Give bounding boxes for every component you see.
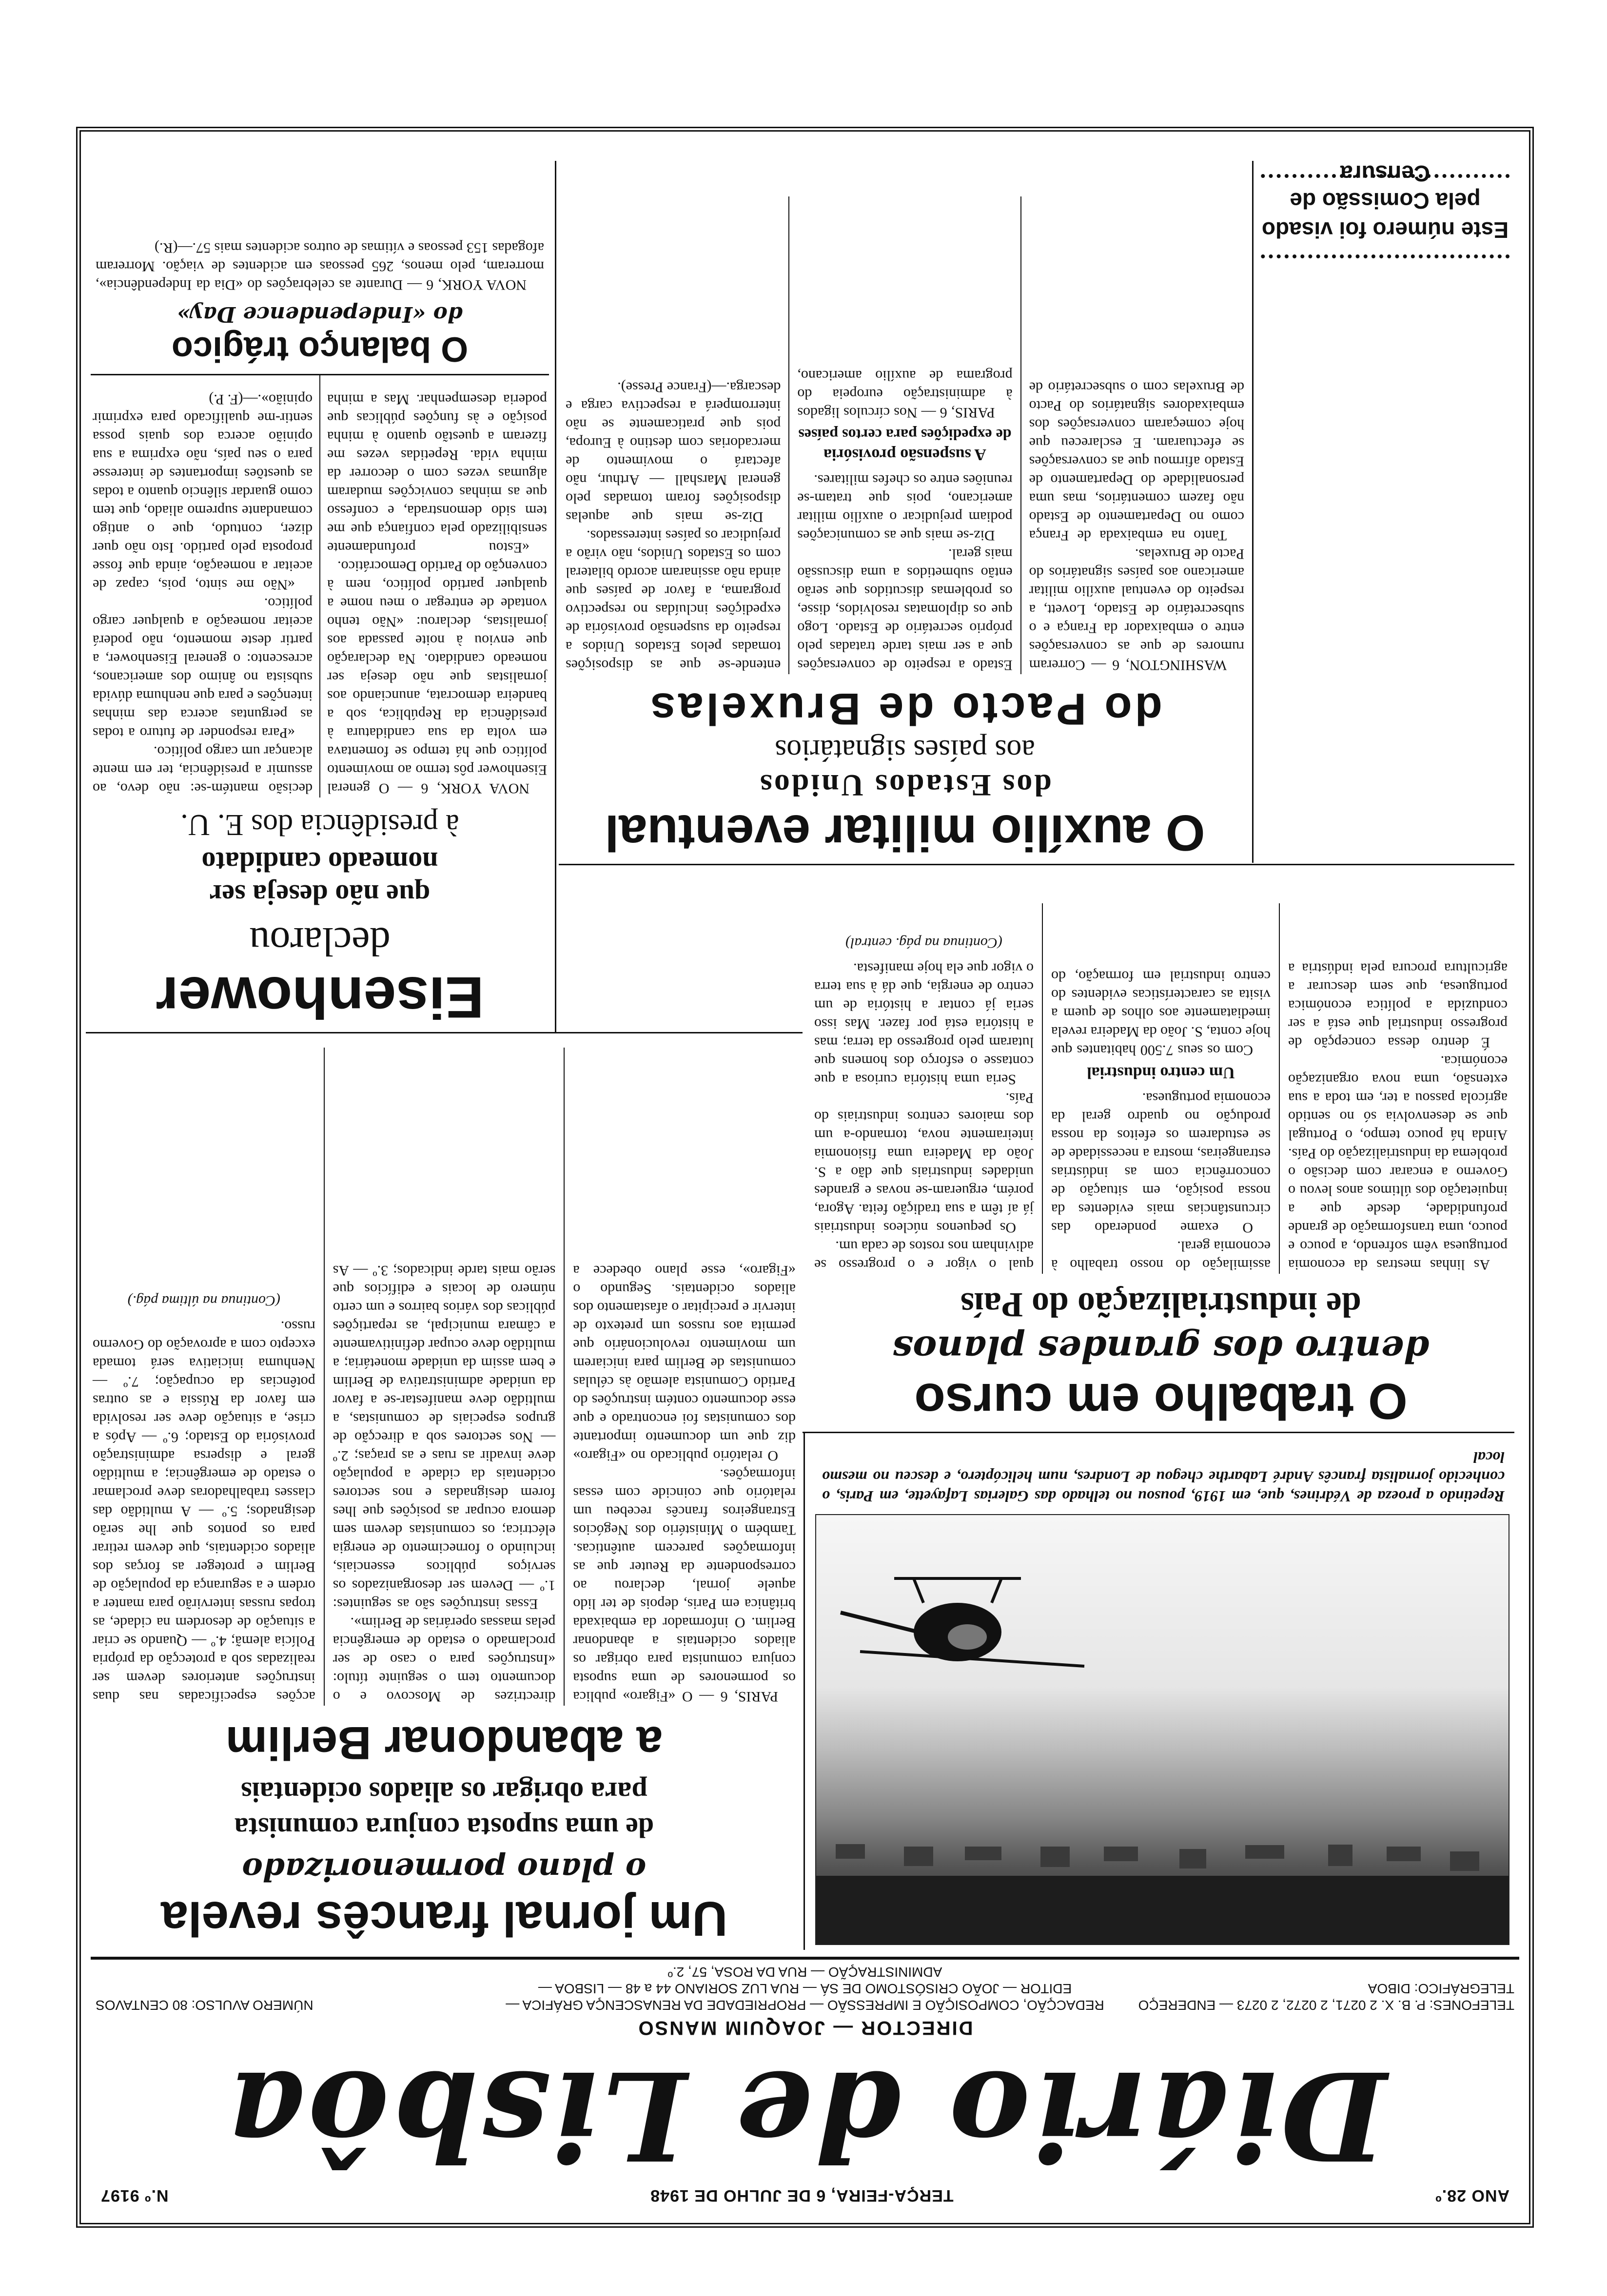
berlim-headline: Um jornal francês revela — [161, 1891, 727, 1946]
industria-deck: de industrialização do País — [960, 1285, 1362, 1324]
contact-info: TELEFONES: P. B. X. 2 0271, 2 0272, 2 0273 — ENDEREÇO TELEGRÁFICO: DIBOA — [1138, 1981, 1514, 2013]
director-line: DIRECTOR — JOAQUIM MANSO — [637, 2017, 973, 2039]
industria-continued: (Continua na pág. central) — [845, 934, 1002, 951]
masthead-info — [96, 1965, 1514, 2013]
eisenhower-deck-3: à presidência dos E. U. — [180, 808, 459, 842]
eisenhower-paragraph: «Para responder de futuro a todas as perguntas acerca das minhas intenções e para que nenhuma dúvida subsista no ânimo dos americanos, acrescento: o general Eisenhower, a partir deste momento, não poderá aceitar nomeação a qualquer cargo político. — [93, 595, 313, 741]
helicopter-icon — [816, 1515, 1509, 1944]
masthead — [81, 1943, 1529, 2223]
eisenhower-paragraph: «Não me sinto, pois, capaz de aceitar a nomeação, ainda que fosse proposta pelo partido. Isto não quer dizer, contudo, que o antigo comandante supremo aliado, que tem como guardar silêncio quanto a todas as questões importantes de interesse para o seu país, não exprima a sua opinião acerca dos quais possa sentir-me qualificado para exprimir opinião».—(F. P.) — [93, 391, 313, 593]
column-divider — [555, 161, 556, 1033]
pacto-paragraph: PARIS, 6 — Nos círculos ligados à administração europeia do programa de auxílio americano, entende-se que as disposições tomadas pelos Estados Unidos a respeito da suspensão provisória de expedições incluídas no respectivo programa, a favor de países que ainda não assinaram acordo bilateral com os Estados Unidos, não virão a prejudicar os países interessados. — [566, 368, 1013, 674]
pacto-headline: O auxílio militar eventual — [605, 804, 1205, 861]
industria-continuation — [1261, 283, 1509, 858]
pacto-paragraph: WASHINGTON, 6 — Correram rumores de que as conversações entre o embaixador da França e o subsecretário de Estado, Lovett, a respeito do eventual auxílio militar americano aos países signatários do Pacto de Bruxelas. — [1029, 546, 1244, 674]
pacto-paragraph: Tanto na embaixada de França como no Departamento de Estado não fazem comentários, mas uma personalidade do Departamento de Estado afirmou que as conversações se efectuaram. E esclareceu que hoje começaram conversações dos embaixadores signatários do Pacto de Bruxelas com o subsecretário de Estado a respeito de conversações que a ser mais tarde tratadas pelo próprio secretário de Estado. Logo que os diplomatas resolvidos, disse, os problemas discutidos que serão então submetidos a uma discussão mais geral. — [797, 379, 1244, 674]
industria-body — [814, 903, 1508, 1274]
pacto-paragraph: Diz-se mais que as comunicações podiam prejudicar o auxílio militar americano, pois que tratam-se reuniões entre os chefes militares. — [797, 472, 1013, 544]
industria-paragraph: As linhas mestras da economia portuguesa vêm sofrendo, a pouco e pouco, uma transformação de grande profundidade, desde que a inquietação dos últimos anos levou o Governo a encarar com decisão o problema da industrialização do País. Ainda há pouco tempo, o Portugal que se desenvolvia só no sentido agrícola passou a ter, em toda a sua extensão, uma nova organização económica. — [1288, 1052, 1508, 1273]
article-industria — [807, 868, 1514, 1433]
berlim-deck-3: a abandonar Berlim — [225, 1717, 663, 1769]
date-label: TERÇA-FEIRA, 6 DE JULHO DE 1948 — [650, 2186, 954, 2205]
eisenhower-headline: Eisenhower — [156, 965, 484, 1030]
page-frame — [76, 127, 1534, 2228]
column-divider — [1252, 161, 1254, 863]
pacto-deck-2: aos países signatários — [775, 733, 1035, 767]
article-pacto — [559, 161, 1251, 863]
industria-paragraph: Os pequenos núcleos industriais já aí têm a sua tradição feita. Agora, porém, ergueram-se novas e grandes unidades industriais que dão a S. João da Madeira uma fisionomia inteiramente nova, tornando-a um dos maiores centros industriais do País. — [814, 1090, 1034, 1236]
eisenhower-deck-2: nomeado candidato — [201, 846, 438, 878]
balanco-headline: O balanço trágico — [171, 330, 469, 369]
industria-headline: O trabalho em curso — [914, 1373, 1408, 1429]
column-divider — [804, 1433, 805, 1950]
article-balanco — [86, 161, 554, 375]
newspaper-title: Diário de Lisbôa — [223, 2044, 1387, 2187]
eisenhower-paragraph: NOVA YORK, 6 — O general Eisenhower pôs termo ao movimento político que há tempo se fomentava em volta da sua candidatura à presidência da República, sob a bandeira democrata, anunciando aos jornalistas que não deseja ser nomeado candidato. Na declaração que enviou à noite passada aos jornalistas, declarou: «Não tenho vontade de entregar o meu nome a qualquer partido político, nem à convenção do Partido Democrático. — [327, 558, 547, 797]
article-berlim — [86, 1029, 803, 1950]
industria-paragraph: É dentro dessa concepção de progresso industrial que está a ser conduzida a política económica portuguesa, que sem descurar a agricultura procura pela indústria a assimilação do nosso trabalho à economia geral. — [1051, 960, 1508, 1273]
balanco-body — [96, 238, 544, 294]
helicopter-photo — [815, 1514, 1509, 1945]
pacto-section-head-2: de expedições para certos países — [798, 426, 1012, 444]
price-info: NÚMERO AVULSO: 80 CENTAVOS — [96, 1998, 314, 2013]
berlim-paragraph: PARIS, 6 — O «Figaro» publica os pormenores de uma suposta conjura comunista para obrigar os aliados ocidentais a abandonar Berlim. O informador da embaixada britânica em Paris, depois de ter lido aquele jornal, declarou ao correspondente da Reuter que as informações parecem autênticas. Também o Ministério dos Negócios Estrangeiros francês recebeu um relatório que coincide com essas informações. — [573, 1466, 796, 1705]
row-divider — [86, 1032, 803, 1033]
berlim-subheadline: o plano pormenorizado — [242, 1851, 647, 1887]
balanco-subheadline: do «Independence Day» — [177, 302, 463, 327]
censura-line-1: Este número foi visado — [1261, 217, 1509, 243]
publisher-info: REDACÇÃO, COMPOSIÇÃO E IMPRESSÃO — PROPRIEDADE DA RENASCENÇA GRÁFICA — EDITOR — JOÃO CRISÓSTOMO DE SÁ — RUA LUZ SORIANO 44 a 48 — LISBOA — ADMINISTRAÇÃO — RUA DA ROSA, 57, 2.º — [506, 1965, 1104, 2013]
pacto-body — [566, 196, 1244, 674]
censura-line-2: pela Comissão de Censura — [1290, 161, 1481, 214]
industria-paragraph: Com os seus 7.500 habitantes que hoje conta, S. João da Madeira revela imediatamente aos olhos de quem a visita as características evidentes do centro industrial em formação, do qual o vigor e o progresso se adivinham nos rostos de cada um. — [814, 968, 1271, 1273]
year-label: ANO 28.º — [1435, 2186, 1509, 2205]
pacto-deck-1: dos Estados Unidos — [758, 768, 1052, 803]
pacto-paragraph: Diz-se mais que aquelas disposições foram tomadas pelo general Marshall — Arthur, não afectará o movimento de mercadorias com destino à Europa, pois que praticamente se não interromperá a respectiva carga e descarga.—(France Presse). — [566, 379, 781, 525]
balanco-paragraph: NOVA YORK, 6 — Durante as celebrações do «Dia da Independência», morreram, pelo menos, 265 pessoas em acidentes de viação. Morreram afogadas 153 pessoas e vítimas de outros acidentes mais 57.—(R.) — [96, 240, 544, 293]
berlim-deck-2: para obrigar os aliados ocidentais — [241, 1776, 647, 1808]
berlim-deck-1: de uma suposta conjura comunista — [234, 1812, 654, 1844]
eisenhower-paragraph: «Estou profundamente sensibilizado pela confiança que me tem sido demonstrada, e confesso que as minhas convicções mudaram algumas vezes com o decorrer da minha vida. Repetidas vezes me fizeram a questão quanto à minha posição e às funções públicas que poderia desempenhar. Mas a minha decisão mantém-se: não devo, ao assumir a presidência, ter em mente alcançar um cargo político. — [93, 391, 547, 797]
pacto-deck-3: do Pacto de Bruxelas — [647, 683, 1162, 734]
photo-caption: Repetindo a proeza de Védrines, que, em 1919, pousou no telhado das Galerias Lafayette, em Paris, o conhecido jornalista francês André Labarthe chegou de Londres, num helicóptero, e desceu no mesmo local — [822, 1449, 1505, 1505]
berlim-body — [93, 1048, 796, 1706]
eisenhower-deck-1: que não deseja ser — [209, 879, 431, 911]
industria-subheadline: dentro dos grandes planos — [892, 1327, 1430, 1370]
censura-column — [1256, 161, 1514, 863]
photo-block — [812, 1433, 1514, 1950]
industria-paragraph: Seria uma história curiosa a que contasse o esforço dos homens que lutaram pelo progresso da terra; mas a história está por fazer. Mas isso seria já contar a história de um centro de energia, que dá à sua terra o vigor que ela hoje manifesta. — [814, 960, 1034, 1088]
berlim-paragraph: Essas instruções são as seguintes: 1.º — Devem ser desorganizados os serviços públicos essenciais, incluindo o fornecimento de energia eléctrica; os comunistas devem sem demora ocupar as posições que lhes forem designadas e nos sectores ocidentais da cidade a população deve invadir as ruas e as praças; 2.º — Nos sectores sob a direcção de grupos especiais de comunistas, a multidão deve manifestar-se a favor da unidade administrativa de Berlim e bem assim da unidade monetária; a multidão deve ocupar definitivamente a câmara municipal, as repartições públicas dos vários bairros e um certo número de locais e edifícios que serão mais tarde indicados; 3.º — As acções especificadas nas duas instruções anteriores devem ser realizadas sob a protecção da própria Polícia alemã; 4.º — Quando se criar a situação de desordem na cidade, as tropas russas intervirão para manter a ordem e a segurança da população de Berlim e proteger as forças dos aliados ocidentais, que devem retirar para os pontos que lhe serão designados; 5.º — A multidão das classes trabalhadoras deve proclamar o estado de emergência; a multidão geral e dispersa administração provisória do Estado; 6.º — Após a crise, a situação deve ser resolvida em favor da Rússia e as outras potências da ocupação; 7.º — Nenhuma iniciativa será tomada excepto com a aprovação do Governo russo. — [93, 1263, 556, 1705]
industria-section-head: Um centro industrial — [1087, 1063, 1235, 1082]
row-divider — [559, 864, 1514, 865]
pacto-section-head-1: A suspensão provisória — [823, 446, 986, 464]
issue-number: N.º 9197 — [100, 2186, 169, 2205]
berlim-continued: (Continua na última pág.) — [127, 1293, 281, 1309]
industria-paragraph: O exame ponderado das circunstâncias mais evidentes da nossa posição, em situação de concorrência com as indústrias estrangeiras, mostra a necessidade de se estudarem os efeitos da nossa produção no quadro geral da economia portuguesa. — [1051, 1090, 1271, 1236]
masthead-rule — [91, 1957, 1519, 1960]
berlim-paragraph: O relatório publicado no «Figaro» diz que um documento importante dos comunistas foi encontrado e que esse documento contém instruções do Partido Comunista alemão às células comunistas de Berlim para iniciarem um movimento revolucionário que permita aos russos um pretexto de intervir e precipitar o afastamento dos aliados ocidentais. Segundo o «Figaro», esse plano obedece a directrizes de Moscovo e o documento tem o seguinte título: «Instruções para o caso de ser proclamado o estado de emergência pelas massas operárias de Berlim». — [333, 1263, 796, 1705]
censura-rule-top — [1261, 254, 1509, 258]
censura-rule-bottom — [1261, 174, 1509, 178]
row-divider — [803, 1432, 1514, 1433]
eisenhower-headline-2: declarou — [249, 919, 391, 965]
